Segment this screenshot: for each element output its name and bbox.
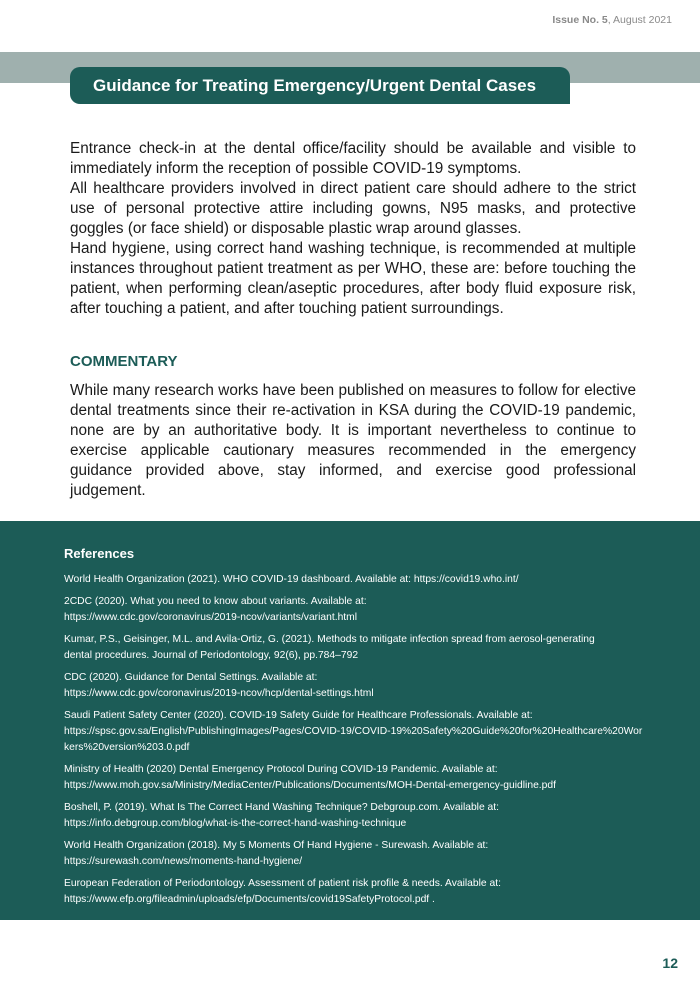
issue-label [552,14,672,26]
section-title: Guidance for Treating Emergency/Urgent Dental Cases [93,75,537,95]
reference-line: CDC (2020). Guidance for Dental Settings. Available at: [64,672,318,683]
reference-item [64,762,644,794]
reference-line: dental procedures. Journal of Periodontology, 92(6), pp.784–792 [64,650,359,661]
reference-link[interactable]: https://www.moh.gov.sa/Ministry/MediaCenter/Publications/Documents/MOH-Dental-emergency-guidline.pdf [64,780,556,791]
reference-line: World Health Organization (2021). WHO COVID-19 dashboard. Available at: https://covid19.who.int/ [64,574,519,585]
reference-item [64,572,644,588]
reference-link[interactable]: https://www.cdc.gov/coronavirus/2019-ncov/hcp/dental-settings.html [64,688,374,699]
paragraph-protective-attire: All healthcare providers involved in direct patient care should adhere to the strict use of personal protective attire including gowns, N95 masks, and protective goggles (or face shield) or disposable plastic wrap around glasses. [70,180,636,237]
section-title-tab [70,67,570,104]
reference-item [64,838,644,870]
reference-line: World Health Organization (2018). My 5 Moments Of Hand Hygiene - Surewash. Available at: [64,840,489,851]
reference-link[interactable]: https://surewash.com/news/moments-hand-hygiene/ [64,856,303,867]
reference-line: Ministry of Health (2020) Dental Emergency Protocol During COVID-19 Pandemic. Available at: [64,764,498,775]
reference-line: Saudi Patient Safety Center (2020). COVID-19 Safety Guide for Healthcare Professionals. Available at: [64,710,533,721]
reference-item [64,670,644,702]
references-panel [0,521,700,920]
guidance-body [70,139,636,319]
paragraph-hand-hygiene: Hand hygiene, using correct hand washing technique, is recommended at multiple instances throughout patient treatment as per WHO, these are: before touching the patient, when performing clean/aseptic procedures, after body fluid exposure risk, after touching a patient, and after touching patient surroundings. [70,240,636,317]
reference-item [64,594,644,626]
reference-line: Kumar, P.S., Geisinger, M.L. and Avila-Ortiz, G. (2021). Methods to mitigate infection spread from aerosol-generating [64,634,595,645]
reference-link[interactable]: https://www.efp.org/fileadmin/uploads/efp/Documents/covid19SafetyProtocol.pdf . [64,894,435,905]
commentary-text: While many research works have been published on measures to follow for elective dental treatments since their re-activation in KSA during the COVID-19 pandemic, none are by an authoritative body. It is important nevertheless to continue to exercise applicable cautionary measures recommended in the emergency guidance provided above, stay informed, and exercise good professional judgement. [70,382,636,499]
paragraph-check-in: Entrance check-in at the dental office/facility should be available and visible to immediately inform the reception of possible COVID-19 symptoms. [70,140,636,177]
reference-line: 2CDC (2020). What you need to know about variants. Available at: [64,596,367,607]
issue-date: , August 2021 [607,14,672,26]
reference-item [64,800,644,832]
reference-link[interactable]: https://spsc.gov.sa/English/PublishingImages/Pages/COVID-19/COVID-19%20Safety%20Guide%20for%20Healthcare%20Workers%20version%203.0.pdf [64,726,643,753]
reference-link[interactable]: https://www.cdc.gov/coronavirus/2019-ncov/variants/variant.html [64,612,358,623]
reference-item [64,876,644,908]
reference-item [64,708,644,756]
issue-number: Issue No. 5 [552,14,608,26]
reference-line: European Federation of Periodontology. Assessment of patient risk profile & needs. Available at: [64,878,501,889]
reference-item [64,632,644,664]
reference-line: Boshell, P. (2019). What Is The Correct Hand Washing Technique? Debgroup.com. Available at: [64,802,500,813]
reference-link[interactable]: https://info.debgroup.com/blog/what-is-the-correct-hand-washing-technique [64,818,407,829]
commentary-heading: COMMENTARY [70,353,178,370]
references-list [64,572,644,914]
references-heading: References [64,546,135,561]
page-number: 12 [662,955,678,971]
